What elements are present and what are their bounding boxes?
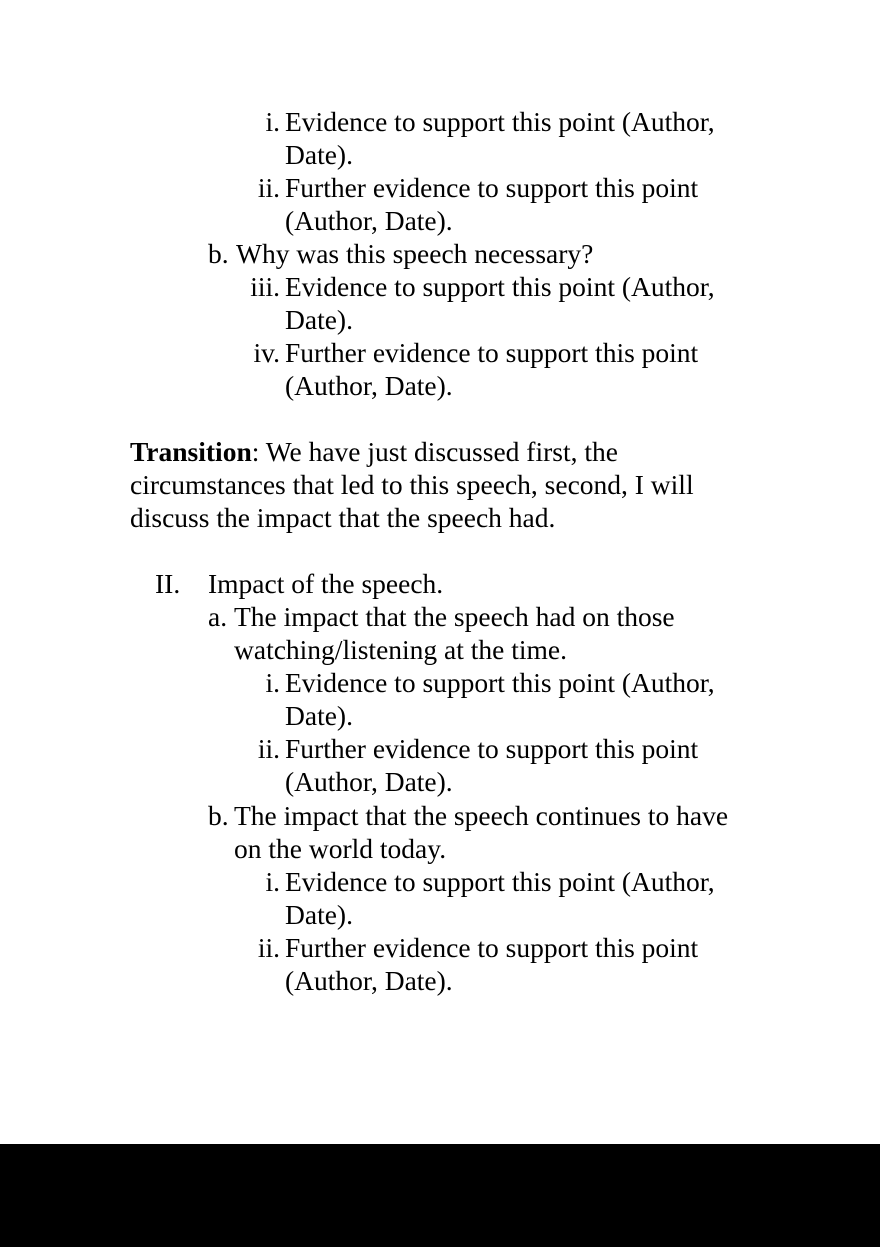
subpoint-text: on the world today. — [234, 833, 447, 864]
list-marker: i. — [265, 106, 280, 137]
evidence-text: (Author, Date). — [285, 766, 453, 797]
list-marker: iv. — [253, 337, 280, 368]
list-marker: i. — [265, 866, 280, 897]
evidence-text: Date). — [285, 139, 353, 170]
evidence-text: Further evidence to support this point — [285, 733, 699, 764]
transition-label: Transition — [130, 436, 252, 467]
list-marker: iii. — [250, 271, 280, 302]
list-marker: ii. — [257, 733, 280, 764]
list-marker: ii. — [257, 172, 280, 203]
main-point-title: Impact of the speech. — [208, 568, 444, 599]
subpoint-text: The impact that the speech continues to have — [234, 800, 729, 831]
evidence-text: Date). — [285, 899, 353, 930]
list-marker: b. — [208, 800, 229, 831]
evidence-text: Further evidence to support this point — [285, 172, 699, 203]
list-marker: ii. — [257, 932, 280, 963]
list-marker: a. — [208, 601, 228, 632]
list-marker: II. — [155, 568, 181, 599]
list-marker: b. — [208, 238, 229, 269]
transition-text: circumstances that led to this speech, second, I will — [130, 469, 694, 500]
transition-first-line — [130, 435, 618, 468]
evidence-text: Further evidence to support this point — [285, 932, 699, 963]
evidence-text: Evidence to support this point (Author, — [285, 271, 715, 302]
evidence-text: Date). — [285, 700, 353, 731]
evidence-text: (Author, Date). — [285, 370, 453, 401]
evidence-text: Evidence to support this point (Author, — [285, 667, 715, 698]
evidence-text: (Author, Date). — [285, 965, 453, 996]
evidence-text: (Author, Date). — [285, 205, 453, 236]
subpoint-text: The impact that the speech had on those — [234, 601, 675, 632]
subpoint-text: Why was this speech necessary? — [236, 238, 594, 269]
evidence-text: Evidence to support this point (Author, — [285, 866, 715, 897]
evidence-text: Further evidence to support this point — [285, 337, 699, 368]
bottom-black-bar — [0, 1144, 880, 1247]
list-marker: i. — [265, 667, 280, 698]
evidence-text: Evidence to support this point (Author, — [285, 106, 715, 137]
subpoint-text: watching/listening at the time. — [234, 634, 567, 665]
transition-text: discuss the impact that the speech had. — [130, 502, 556, 533]
transition-text: : We have just discussed first, the — [251, 436, 618, 467]
evidence-text: Date). — [285, 304, 353, 335]
